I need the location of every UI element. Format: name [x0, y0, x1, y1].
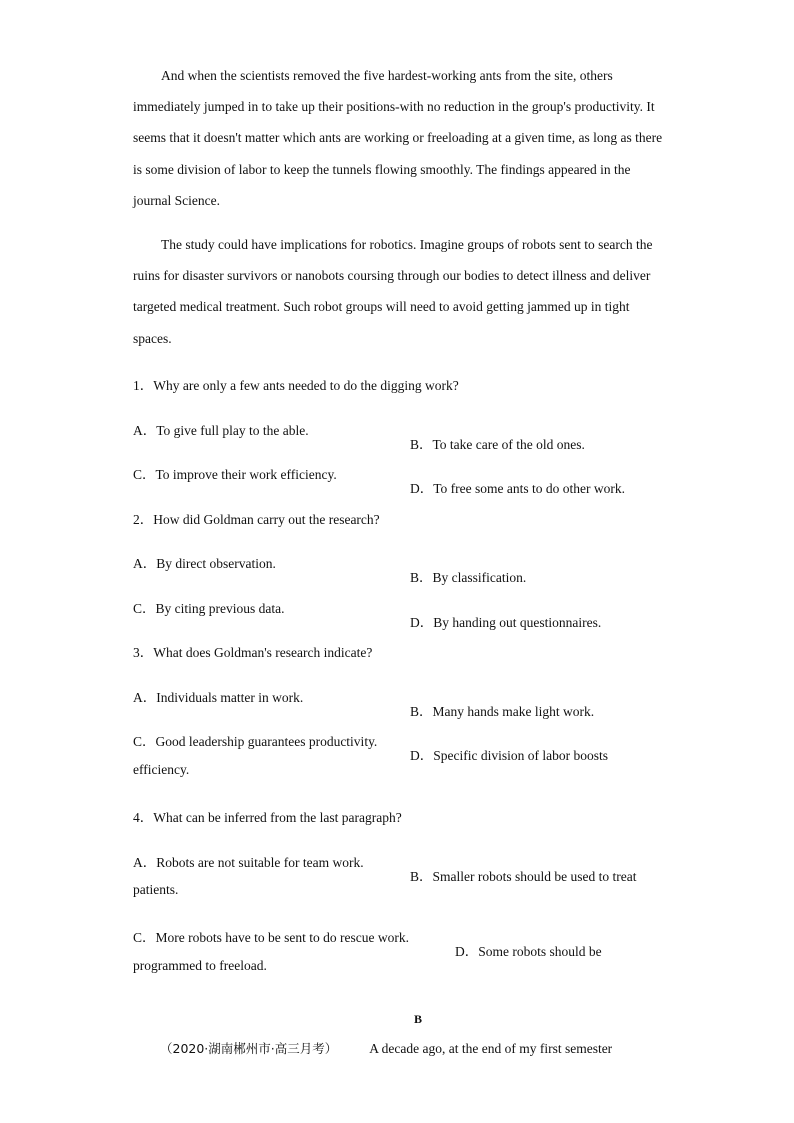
question-3-option-a: A．Individuals matter in work.: [133, 690, 304, 705]
question-3-option-d: D．Specific division of labor boosts: [410, 747, 608, 763]
question-3-stem: 3．What does Goldman's research indicate?: [133, 645, 373, 660]
question-2-option-a: A．By direct observation.: [133, 556, 276, 571]
question-4-option-d: D．Some robots should be: [455, 943, 602, 959]
question-3-option-b: B．Many hands make light work.: [410, 703, 595, 719]
question-2-option-b: B．By classification.: [410, 569, 527, 585]
question-1-option-a: A．To give full play to the able.: [133, 423, 309, 438]
question-2-option-d: D．By handing out questionnaires.: [410, 614, 602, 630]
question-1-option-b: B．To take care of the old ones.: [410, 436, 585, 452]
paragraph-robotics: The study could have implications for robotics. Imagine groups of robots sent to search the ruins for disaster survivors or nanobots coursing through our bodies to detect illness and deliver targeted medical treatment. Such robot groups will need to avoid getting jammed up in tight spaces.: [133, 237, 653, 346]
question-4-option-b: B．Smaller robots should be used to treat: [410, 868, 637, 884]
question-4-stem: 4．What can be inferred from the last paragraph?: [133, 810, 402, 825]
question-4-option-b-continued: patients.: [133, 882, 179, 897]
passage-opening-text: A decade ago, at the end of my first semester: [369, 1041, 613, 1056]
question-1-option-c: C．To improve their work efficiency.: [133, 467, 337, 482]
question-4-option-c: C．More robots have to be sent to do rescue work.: [133, 930, 409, 945]
passage-source: （2020·湖南郴州市·高三月考）: [160, 1041, 338, 1056]
question-3-option-c: C．Good leadership guarantees productivity.: [133, 734, 378, 749]
question-2-stem: 2．How did Goldman carry out the research?: [133, 512, 380, 527]
question-3-option-d-continued: efficiency.: [133, 762, 190, 777]
section-letter: B: [413, 1012, 422, 1026]
section-intro-line: [160, 1039, 612, 1057]
question-4-option-a: A．Robots are not suitable for team work.: [133, 855, 364, 870]
question-1-option-d: D．To free some ants to do other work.: [410, 480, 626, 496]
question-2-option-c: C．By citing previous data.: [133, 601, 285, 616]
question-1-stem: 1．Why are only a few ants needed to do the digging work?: [133, 378, 459, 393]
question-4-option-d-continued: programmed to freeload.: [133, 958, 267, 973]
paragraph-ants-removed: And when the scientists removed the five hardest-working ants from the site, others immediately jumped in to take up their positions-with no reduction in the group's productivity. It seems that it doesn't matter which ants are working or freeloading at a given time, as long as there is some division of labor to keep the tunnels flowing smoothly. The findings appeared in the journal Science.: [133, 68, 663, 208]
